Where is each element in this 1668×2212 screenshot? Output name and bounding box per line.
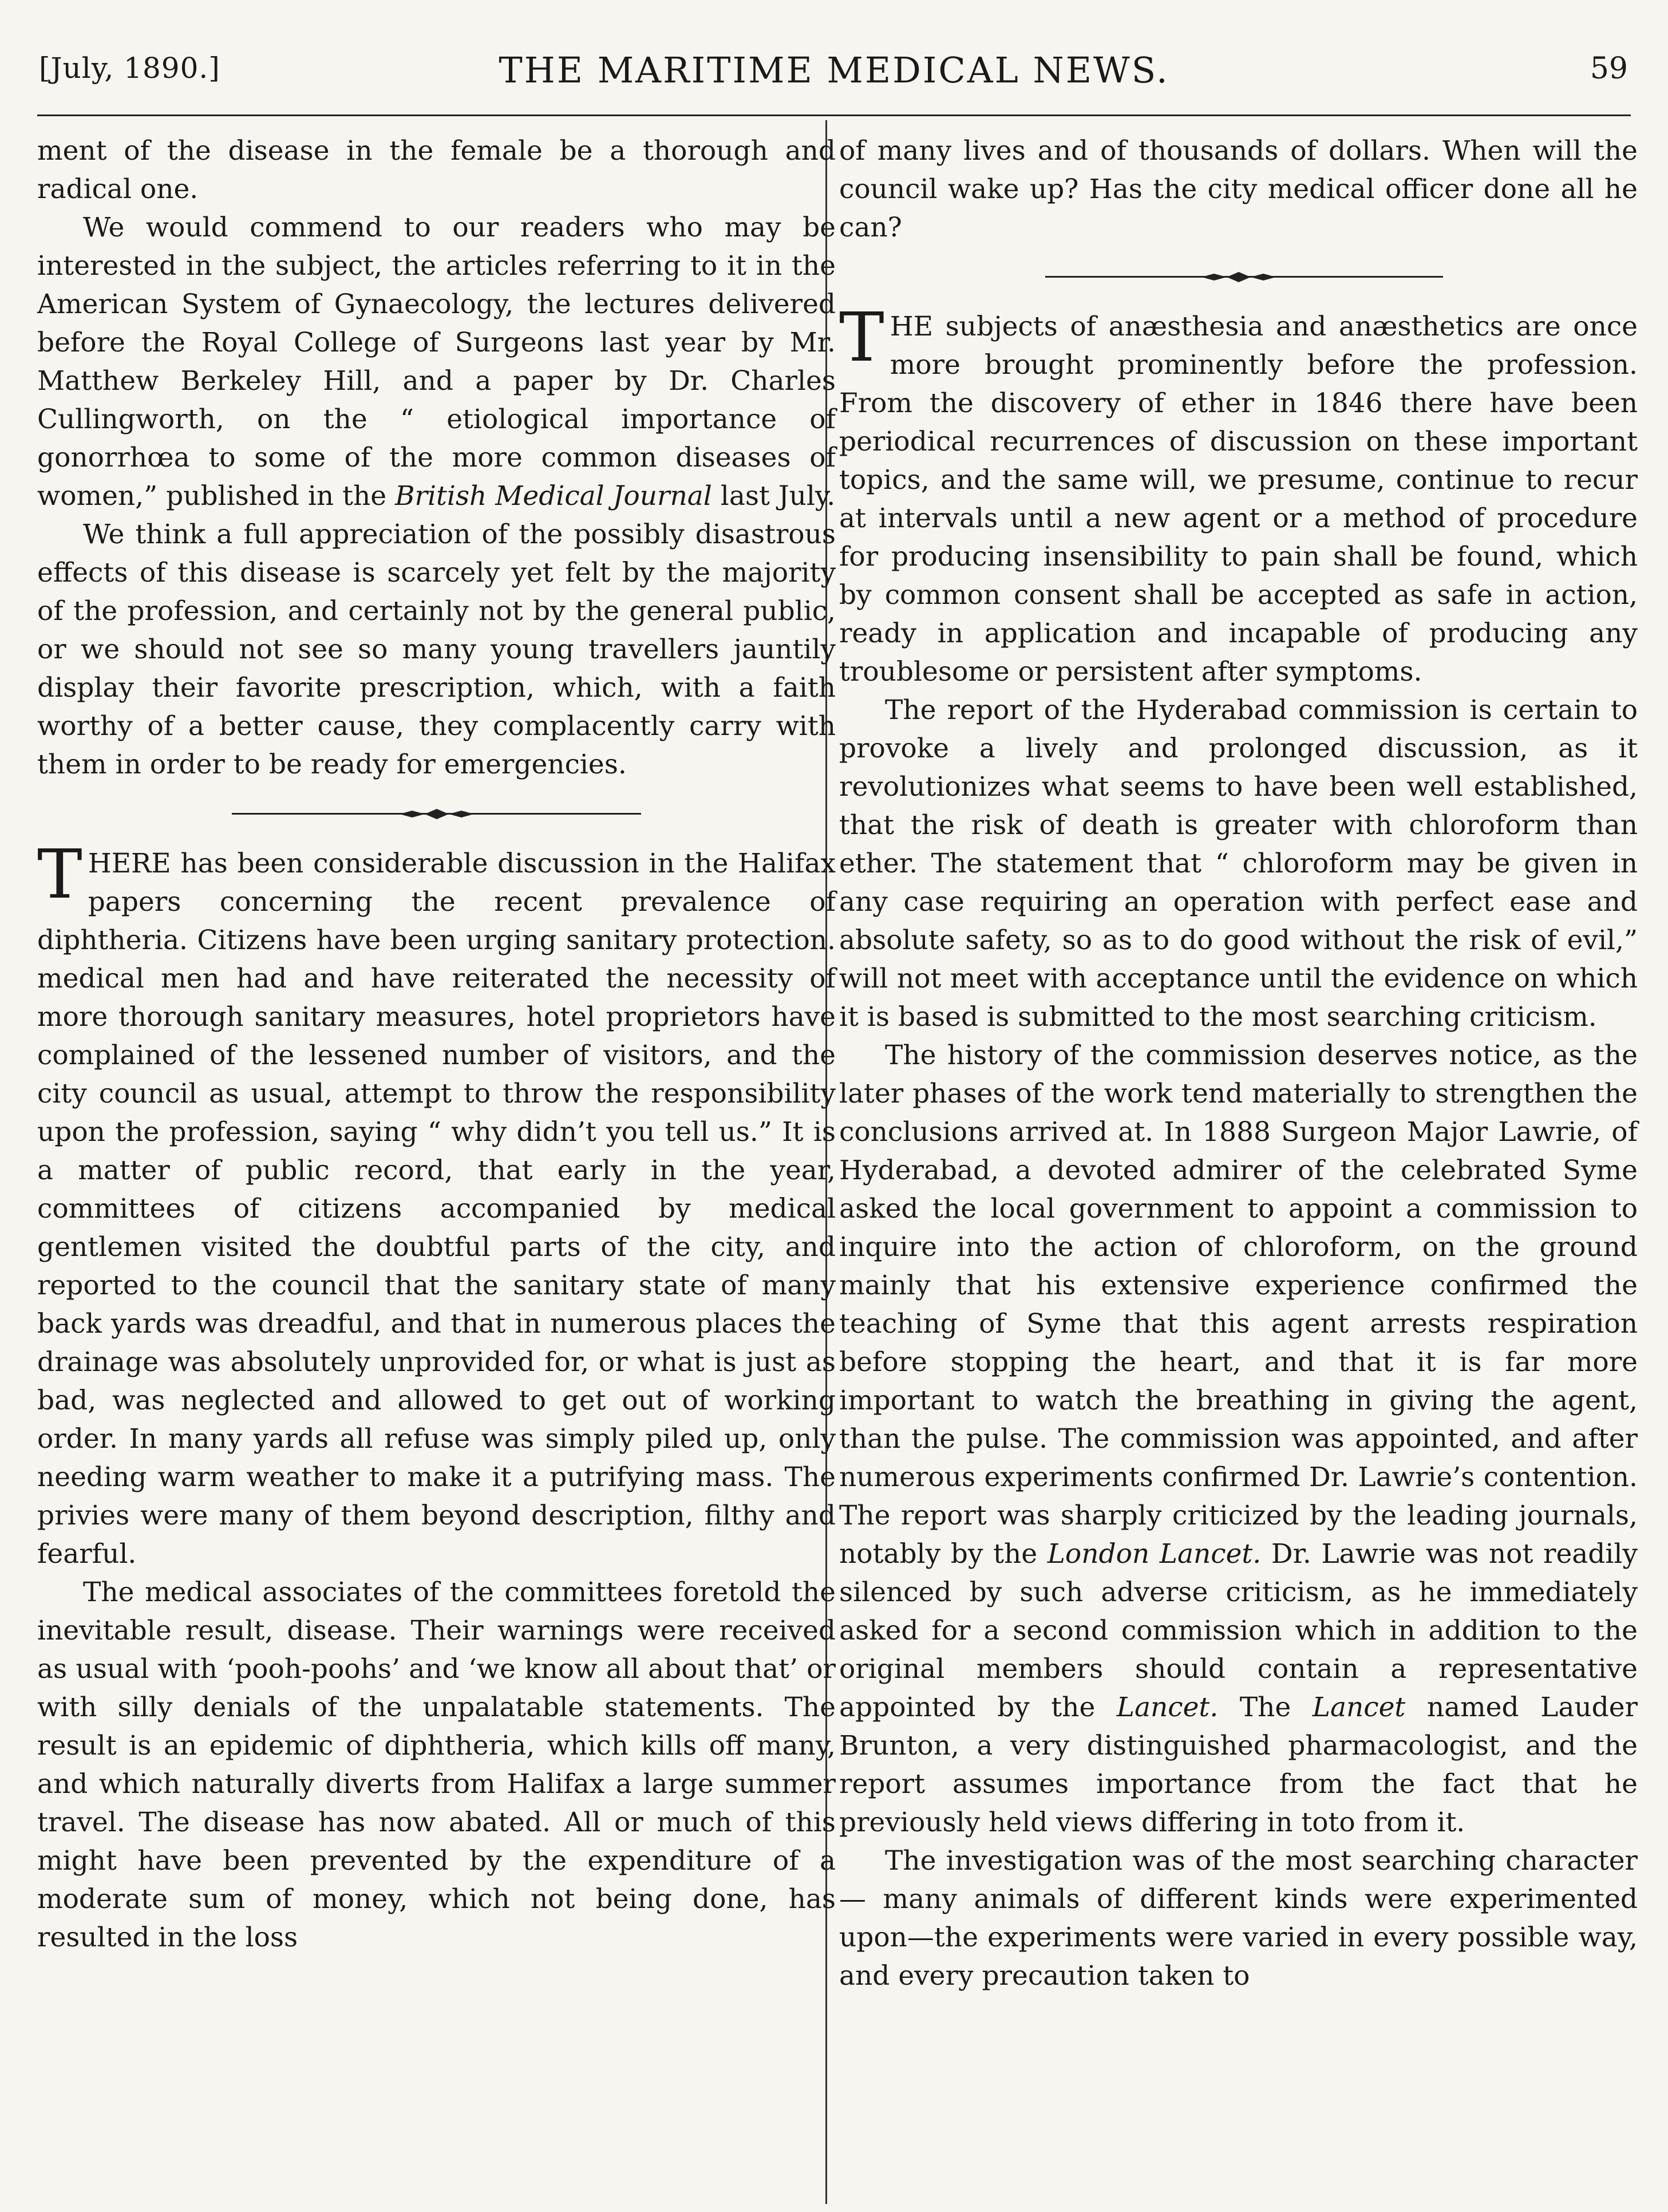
paragraph: The investigation was of the most searching character — many animals of different kinds were experimented upon—the experiments were varied in every possible way, and every precaution taken to (839, 1845, 1638, 1992)
drop-cap: T (37, 835, 82, 914)
paragraph-text: named Lauder Brunton, a very distinguished pharmacologist, and the report assumes importance from the fact that he previously held views differing in toto from it. (839, 1692, 1638, 1838)
lead-word: HERE (88, 848, 171, 879)
issue-date: [July, 1890.] (39, 52, 220, 85)
journal-name: Lancet (1312, 1692, 1406, 1723)
paragraph: ment of the disease in the female be a thorough and radical one. (37, 135, 836, 205)
paragraph: The report of the Hyderabad commission is certain to provoke a lively and prolonged discussion, as it revolutionizes what seems to have been well established, that the risk of death is greater with chloroform than ether. The statement that “ chloroform may be given in any case requiring an operation with perfect ease and absolute safety, so as to do good without the risk of evil,” will not meet with acceptance until the evidence on which it is based is submitted to the most searching criticism. (839, 694, 1638, 1033)
paragraph-text: Dr. Lawrie was not readily silenced by such adverse criticism, as he immediately asked for a second commission which in addition to the original members should contain a representative appointed by the (839, 1538, 1638, 1723)
lead-word: HE (890, 311, 934, 342)
journal-name: British Medical Journal (394, 480, 712, 512)
paragraph-text: has been considerable discussion in the Halifax papers concerning the recent prevalence of diphtheria. Citizens have been urging sanitary protection. medical men had and have reiterated the necessity of more thorough sanitary measures, hotel proprietors have complained of the lessened number of visitors, and the city council as usual, attempt to throw the responsibility upon the profession, saying “ why didn’t you tell us.” It is a matter of public record, that early in the year, committees of citizens accompanied by medical gentlemen visited the doubtful parts of the city, and reported to the council that the sanitary state of many back yards was dreadful, and that in numerous places the drainage was absolutely unprovided for, or what is just as bad, was neglected and allowed to get out of working order. In many yards all refuse was simply piled up, only needing warm weather to make it a putrifying mass. The privies were many of them beyond description, filthy and fearful. (37, 848, 836, 1570)
paragraph (839, 1036, 1638, 1842)
paragraph: of many lives and of thousands of dollars. When will the council wake up? Has the city medical officer done all he can? (839, 135, 1638, 243)
separator-ornament-icon (400, 807, 474, 821)
paragraph-text: last July. (712, 480, 836, 512)
paragraph: The medical associates of the committees foretold the inevitable result, disease. Their warnings were received as usual with ‘pooh-poohs’ and ‘we know all about that’ or with silly denials of the unpalatable statements. The result is an epidemic of diphtheria, which kills off many, and which naturally diverts from Halifax a large summer travel. The disease has now abated. All or much of this might have been prevented by the expenditure of a moderate sum of money, which not being done, has resulted in the loss (37, 1577, 836, 1953)
page-number: 59 (1590, 52, 1628, 86)
paragraph-text: The (1218, 1692, 1313, 1723)
right-column (839, 132, 1638, 1995)
journal-name: Lancet. (1116, 1692, 1219, 1723)
section-separator (37, 794, 836, 834)
journal-name: London Lancet. (1047, 1538, 1262, 1570)
paragraph (37, 208, 836, 515)
drop-cap: T (839, 298, 884, 377)
page-header (34, 49, 1634, 103)
separator-ornament-icon (1201, 270, 1276, 285)
paragraph (839, 298, 1638, 691)
paragraph-text: The history of the commission deserves notice, as the later phases of the work tend materially to strengthen the conclusions arrived at. In 1888 Surgeon Major Lawrie, of Hyderabad, a devoted admirer of the celebrated Syme asked the local government to appoint a commission to inquire into the action of chloroform, on the ground mainly that his extensive experience confirmed the teaching of Syme that this agent arrests respiration before stopping the heart, and that it is far more important to watch the breathing in giving the agent, than the pulse. The commission was appointed, and after numerous experiments confirmed Dr. Lawrie’s contention. The report was sharply criticized by the leading journals, notably by the (839, 1040, 1638, 1570)
section-separator (839, 257, 1638, 297)
header-rule (37, 114, 1631, 116)
paragraph-text: subjects of anæsthesia and anæsthetics are once more brought prominently before the profession. From the discovery of ether in 1846 there have been periodical recurrences of discussion on these important topics, and the same will, we presume, continue to recur at intervals until a new agent or a method of procedure for producing insensibility to pain shall be found, which by common consent shall be accepted as safe in action, ready in application and incapable of producing any troublesome or persistent after symptoms. (839, 311, 1638, 688)
paragraph (37, 835, 836, 1573)
paragraph: We think a full appreciation of the possibly disastrous effects of this disease is scarcely yet felt by the majority of the profession, and certainly not by the general public, or we should not see so many young travellers jauntily display their favorite prescription, which, with a faith worthy of a better cause, they complacently carry with them in order to be ready for emergencies. (37, 519, 836, 780)
journal-title: THE MARITIME MEDICAL NEWS. (499, 49, 1169, 91)
paragraph-text: We would commend to our readers who may be interested in the subject, the articles referring to it in the American System of Gynaecology, the lectures delivered before the Royal College of Surgeons last year by Mr. Matthew Berkeley Hill, and a paper by Dr. Charles Cullingworth, on the “ etiological importance of gonorrhœa to some of the more common diseases of women,” published in the (37, 212, 836, 512)
left-column (37, 132, 836, 1957)
